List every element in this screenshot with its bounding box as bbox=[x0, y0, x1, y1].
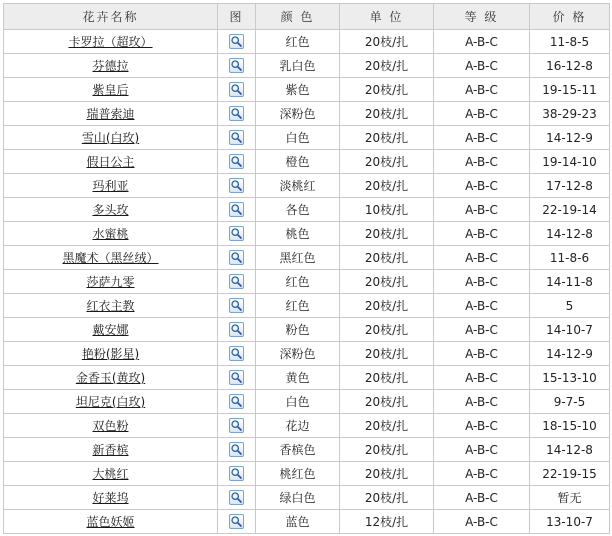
unit-cell: 20枝/扎 bbox=[340, 102, 434, 126]
table-row bbox=[4, 54, 610, 78]
flower-name-link[interactable]: 卡罗拉（超玫） bbox=[68, 35, 153, 49]
flower-name-link[interactable]: 芬德拉 bbox=[92, 59, 129, 73]
color-cell: 粉色 bbox=[256, 318, 340, 342]
flower-name-cell bbox=[4, 126, 218, 150]
flower-name-cell bbox=[4, 342, 218, 366]
grade-cell: A-B-C bbox=[434, 198, 530, 222]
unit-cell: 20枝/扎 bbox=[340, 78, 434, 102]
flower-name-link[interactable]: 雪山(白玫) bbox=[81, 131, 140, 145]
magnifier-icon[interactable] bbox=[229, 394, 244, 409]
unit-cell: 20枝/扎 bbox=[340, 30, 434, 54]
color-cell: 红色 bbox=[256, 270, 340, 294]
picture-cell bbox=[218, 222, 256, 246]
flower-name-cell bbox=[4, 150, 218, 174]
flower-name-link[interactable]: 艳粉(影星) bbox=[81, 347, 140, 361]
table-row bbox=[4, 150, 610, 174]
header-grade: 等 级 bbox=[434, 4, 530, 30]
price-cell: 13-10-7 bbox=[530, 510, 610, 534]
magnifier-icon[interactable] bbox=[229, 202, 244, 217]
flower-name-link[interactable]: 坦尼克(白玫) bbox=[75, 395, 146, 409]
unit-cell: 20枝/扎 bbox=[340, 390, 434, 414]
table-row bbox=[4, 198, 610, 222]
picture-cell bbox=[218, 270, 256, 294]
color-cell: 深粉色 bbox=[256, 102, 340, 126]
price-cell: 18-15-10 bbox=[530, 414, 610, 438]
table-row bbox=[4, 270, 610, 294]
unit-cell: 20枝/扎 bbox=[340, 126, 434, 150]
table-row bbox=[4, 486, 610, 510]
price-cell: 14-10-7 bbox=[530, 318, 610, 342]
magnifier-icon[interactable] bbox=[229, 442, 244, 457]
flower-name-cell bbox=[4, 510, 218, 534]
unit-cell: 20枝/扎 bbox=[340, 246, 434, 270]
picture-cell bbox=[218, 294, 256, 318]
grade-cell: A-B-C bbox=[434, 222, 530, 246]
flower-price-table bbox=[3, 3, 610, 534]
picture-cell bbox=[218, 198, 256, 222]
color-cell: 蓝色 bbox=[256, 510, 340, 534]
unit-cell: 12枝/扎 bbox=[340, 510, 434, 534]
grade-cell: A-B-C bbox=[434, 486, 530, 510]
color-cell: 紫色 bbox=[256, 78, 340, 102]
table-row bbox=[4, 510, 610, 534]
picture-cell bbox=[218, 246, 256, 270]
picture-cell bbox=[218, 486, 256, 510]
flower-name-link[interactable]: 大桃红 bbox=[92, 467, 129, 481]
price-cell: 15-13-10 bbox=[530, 366, 610, 390]
grade-cell: A-B-C bbox=[434, 174, 530, 198]
price-cell: 14-12-8 bbox=[530, 438, 610, 462]
flower-name-cell bbox=[4, 294, 218, 318]
color-cell: 各色 bbox=[256, 198, 340, 222]
color-cell: 深粉色 bbox=[256, 342, 340, 366]
magnifier-icon[interactable] bbox=[229, 82, 244, 97]
unit-cell: 20枝/扎 bbox=[340, 462, 434, 486]
unit-cell: 20枝/扎 bbox=[340, 222, 434, 246]
magnifier-icon[interactable] bbox=[229, 106, 244, 121]
unit-cell: 20枝/扎 bbox=[340, 342, 434, 366]
table-row bbox=[4, 318, 610, 342]
color-cell: 桃红色 bbox=[256, 462, 340, 486]
unit-cell: 20枝/扎 bbox=[340, 318, 434, 342]
table-row bbox=[4, 414, 610, 438]
grade-cell: A-B-C bbox=[434, 54, 530, 78]
picture-cell bbox=[218, 126, 256, 150]
picture-cell bbox=[218, 438, 256, 462]
color-cell: 红色 bbox=[256, 294, 340, 318]
price-cell: 14-12-8 bbox=[530, 222, 610, 246]
flower-name-link[interactable]: 红衣主教 bbox=[86, 299, 135, 313]
flower-name-cell bbox=[4, 174, 218, 198]
flower-name-link[interactable]: 瑞普索迪 bbox=[86, 107, 135, 121]
magnifier-icon[interactable] bbox=[229, 130, 244, 145]
flower-name-cell bbox=[4, 222, 218, 246]
color-cell: 桃色 bbox=[256, 222, 340, 246]
price-cell: 38-29-23 bbox=[530, 102, 610, 126]
flower-name-cell bbox=[4, 198, 218, 222]
magnifier-icon[interactable] bbox=[229, 514, 244, 529]
flower-name-link[interactable]: 紫皇后 bbox=[92, 83, 129, 97]
flower-name-link[interactable]: 假日公主 bbox=[86, 155, 135, 169]
table-row bbox=[4, 366, 610, 390]
flower-name-cell bbox=[4, 414, 218, 438]
price-cell: 17-12-8 bbox=[530, 174, 610, 198]
table-row bbox=[4, 390, 610, 414]
flower-name-link[interactable]: 玛利亚 bbox=[92, 179, 129, 193]
grade-cell: A-B-C bbox=[434, 78, 530, 102]
price-cell: 22-19-14 bbox=[530, 198, 610, 222]
price-cell: 14-12-9 bbox=[530, 342, 610, 366]
grade-cell: A-B-C bbox=[434, 318, 530, 342]
price-cell: 5 bbox=[530, 294, 610, 318]
color-cell: 白色 bbox=[256, 126, 340, 150]
price-cell: 9-7-5 bbox=[530, 390, 610, 414]
table-row bbox=[4, 294, 610, 318]
color-cell: 香槟色 bbox=[256, 438, 340, 462]
table-row bbox=[4, 174, 610, 198]
table-row bbox=[4, 438, 610, 462]
table-row bbox=[4, 126, 610, 150]
flower-name-cell bbox=[4, 54, 218, 78]
flower-name-cell bbox=[4, 270, 218, 294]
unit-cell: 20枝/扎 bbox=[340, 486, 434, 510]
grade-cell: A-B-C bbox=[434, 366, 530, 390]
grade-cell: A-B-C bbox=[434, 150, 530, 174]
flower-name-cell bbox=[4, 462, 218, 486]
magnifier-icon[interactable] bbox=[229, 298, 244, 313]
grade-cell: A-B-C bbox=[434, 390, 530, 414]
unit-cell: 20枝/扎 bbox=[340, 174, 434, 198]
grade-cell: A-B-C bbox=[434, 102, 530, 126]
magnifier-icon[interactable] bbox=[229, 466, 244, 481]
flower-name-link[interactable]: 多头玫 bbox=[92, 203, 129, 217]
color-cell: 绿白色 bbox=[256, 486, 340, 510]
table-row bbox=[4, 462, 610, 486]
table-row bbox=[4, 342, 610, 366]
magnifier-icon[interactable] bbox=[229, 250, 244, 265]
color-cell: 黄色 bbox=[256, 366, 340, 390]
price-cell: 14-12-9 bbox=[530, 126, 610, 150]
picture-cell bbox=[218, 342, 256, 366]
magnifier-icon[interactable] bbox=[229, 226, 244, 241]
color-cell: 花边 bbox=[256, 414, 340, 438]
picture-cell bbox=[218, 54, 256, 78]
picture-cell bbox=[218, 174, 256, 198]
grade-cell: A-B-C bbox=[434, 438, 530, 462]
grade-cell: A-B-C bbox=[434, 126, 530, 150]
magnifier-icon[interactable] bbox=[229, 178, 244, 193]
header-price: 价 格 bbox=[530, 4, 610, 30]
unit-cell: 10枝/扎 bbox=[340, 198, 434, 222]
price-cell: 11-8-6 bbox=[530, 246, 610, 270]
flower-name-cell bbox=[4, 438, 218, 462]
unit-cell: 20枝/扎 bbox=[340, 150, 434, 174]
grade-cell: A-B-C bbox=[434, 246, 530, 270]
unit-cell: 20枝/扎 bbox=[340, 54, 434, 78]
magnifier-icon[interactable] bbox=[229, 322, 244, 337]
price-cell: 暂无 bbox=[530, 486, 610, 510]
flower-name-cell bbox=[4, 390, 218, 414]
picture-cell bbox=[218, 462, 256, 486]
flower-name-cell bbox=[4, 366, 218, 390]
table-row bbox=[4, 30, 610, 54]
unit-cell: 20枝/扎 bbox=[340, 366, 434, 390]
price-cell: 19-14-10 bbox=[530, 150, 610, 174]
flower-name-link[interactable]: 好莱坞 bbox=[92, 491, 129, 505]
color-cell: 红色 bbox=[256, 30, 340, 54]
picture-cell bbox=[218, 30, 256, 54]
picture-cell bbox=[218, 390, 256, 414]
unit-cell: 20枝/扎 bbox=[340, 294, 434, 318]
header-color: 颜 色 bbox=[256, 4, 340, 30]
unit-cell: 20枝/扎 bbox=[340, 438, 434, 462]
price-cell: 11-8-5 bbox=[530, 30, 610, 54]
flower-name-cell bbox=[4, 486, 218, 510]
grade-cell: A-B-C bbox=[434, 342, 530, 366]
grade-cell: A-B-C bbox=[434, 294, 530, 318]
grade-cell: A-B-C bbox=[434, 414, 530, 438]
magnifier-icon[interactable] bbox=[229, 274, 244, 289]
magnifier-icon[interactable] bbox=[229, 370, 244, 385]
picture-cell bbox=[218, 78, 256, 102]
picture-cell bbox=[218, 150, 256, 174]
flower-name-cell bbox=[4, 30, 218, 54]
magnifier-icon[interactable] bbox=[229, 154, 244, 169]
table-row bbox=[4, 222, 610, 246]
color-cell: 黑红色 bbox=[256, 246, 340, 270]
grade-cell: A-B-C bbox=[434, 30, 530, 54]
price-cell: 19-15-11 bbox=[530, 78, 610, 102]
unit-cell: 20枝/扎 bbox=[340, 414, 434, 438]
magnifier-icon[interactable] bbox=[229, 34, 244, 49]
magnifier-icon[interactable] bbox=[229, 490, 244, 505]
header-unit: 单 位 bbox=[340, 4, 434, 30]
flower-name-link[interactable]: 双色粉 bbox=[92, 419, 129, 433]
price-cell: 14-11-8 bbox=[530, 270, 610, 294]
price-cell: 16-12-8 bbox=[530, 54, 610, 78]
flower-name-link[interactable]: 戴安娜 bbox=[92, 323, 129, 337]
table-row bbox=[4, 78, 610, 102]
table-row bbox=[4, 102, 610, 126]
magnifier-icon[interactable] bbox=[229, 418, 244, 433]
table-row bbox=[4, 246, 610, 270]
flower-name-link[interactable]: 黑魔术（黑丝绒） bbox=[62, 251, 159, 265]
flower-name-link[interactable]: 水蜜桃 bbox=[92, 227, 129, 241]
picture-cell bbox=[218, 366, 256, 390]
grade-cell: A-B-C bbox=[434, 462, 530, 486]
price-cell: 22-19-15 bbox=[530, 462, 610, 486]
flower-name-cell bbox=[4, 246, 218, 270]
grade-cell: A-B-C bbox=[434, 510, 530, 534]
header-flower-name: 花卉名称 bbox=[4, 4, 218, 30]
picture-cell bbox=[218, 318, 256, 342]
magnifier-icon[interactable] bbox=[229, 346, 244, 361]
flower-name-cell bbox=[4, 78, 218, 102]
flower-name-link[interactable]: 莎萨九零 bbox=[86, 275, 135, 289]
unit-cell: 20枝/扎 bbox=[340, 270, 434, 294]
flower-name-link[interactable]: 蓝色妖姬 bbox=[86, 515, 135, 529]
picture-cell bbox=[218, 414, 256, 438]
flower-name-link[interactable]: 新香槟 bbox=[92, 443, 129, 457]
color-cell: 乳白色 bbox=[256, 54, 340, 78]
picture-cell bbox=[218, 510, 256, 534]
grade-cell: A-B-C bbox=[434, 270, 530, 294]
header-picture: 图 bbox=[218, 4, 256, 30]
flower-name-cell bbox=[4, 318, 218, 342]
color-cell: 淡桃红 bbox=[256, 174, 340, 198]
magnifier-icon[interactable] bbox=[229, 58, 244, 73]
color-cell: 橙色 bbox=[256, 150, 340, 174]
picture-cell bbox=[218, 102, 256, 126]
header-row bbox=[4, 4, 610, 30]
flower-name-cell bbox=[4, 102, 218, 126]
color-cell: 白色 bbox=[256, 390, 340, 414]
flower-name-link[interactable]: 金香玉(黄玫) bbox=[75, 371, 146, 385]
